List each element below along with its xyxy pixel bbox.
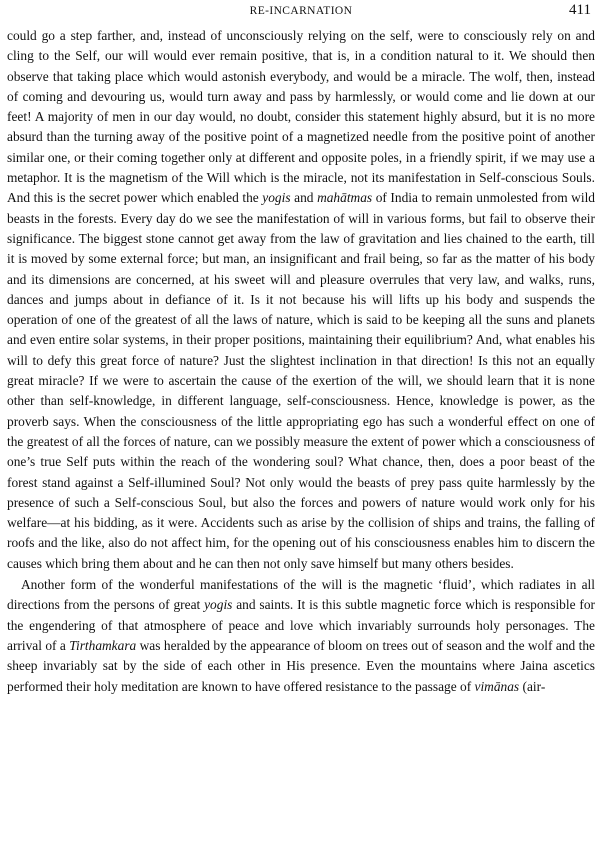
paragraph-text: (air- (519, 678, 546, 694)
page-header (7, 0, 595, 26)
page-body (7, 26, 595, 697)
paragraph-text: could go a step farther, and, instead of unconsciously relying on the self, were to consciously rely on and cling to the Self, our will would ever remain positive, that is, in a condition natural to it. We should then observe that taking place which would astonish everybody, and would be a miracle. The wolf, then, instead of coming and devouring us, would turn away and pass by harmlessly, or would come and lie down at our feet! A majority of men in our day would, no doubt, consider this statement highly absurd, but it is no more absurd than the turning away of the positive point of a magnetized needle from the positive point of another similar one, or their coming together only at different and opposite poles, in a friendly spirit, if we may use a metaphor. It is the magnetism of the Will which is the miracle, not its manifestation in Self-conscious Souls. And this is the secret power which enabled the (7, 28, 595, 206)
paragraph-text: and (290, 190, 318, 206)
italic-term: yogis (262, 190, 291, 206)
page-number: 411 (569, 2, 591, 18)
paragraph (7, 575, 595, 697)
italic-term: vimānas (474, 678, 520, 694)
italic-term: Tirthamkara (69, 637, 137, 653)
paragraph-text: of India to remain unmolested from wild beasts in the forests. Every day do we see the manifestation of will in various forms, but fail to observe their significance. The biggest stone cannot get away from the law of gravitation and lies chained to the earth, till it is moved by some external force; but man, an insignificant and frail being, so far as the matter of his body and its dimensions are concerned, at his sweet will and pleasure overrules that very law, and walks, runs, dances and jumps about in defiance of it. Is it not because his will lifts up his body and suspends the operation of one of the greatest of all the laws of nature, which is said to be keeping all the suns and planets and even entire solar systems, in their proper positions, maintaining their equilibrium? And, what enables his will to defy this great force of nature? Just the slightest inclination in that direction! Is this not an equally great miracle? If we were to ascertain the cause of the exertion of the will, we should learn that it is none other than self-knowledge, in different language, self-consciousness. Hence, knowledge is power, as the proverb says. When the consciousness of the little appropriating ego has such a wonderful effect on one of the greatest of all the forces of nature, can we possibly measure the extent of power which a consciousness of one’s true Self puts within the reach of the wondering soul? What chance, then, does a poor beast of the forest stand against a Self-illumined Soul? Not only would the beasts of prey pass quite harmlessly by the presence of such a Self-conscious Soul, but also the forces and powers of nature would work only for his welfare—at his bidding, as it were. Accidents such as arise by the collision of ships and trains, the falling of roofs and the like, also do not affect him, for the opening out of his consciousness enables him to discern the causes which bring them about and he can then not only save himself but many others besides. (7, 190, 595, 571)
paragraph-text: was heralded by the appearance of bloom on trees out of season and the wolf and the sheep invariably sat by the side of each other in His presence. Even the mountains where Jaina ascetics performed their holy meditation are known to have offered resistance to the passage of (7, 637, 595, 694)
italic-term: yogis (204, 597, 233, 613)
paragraph-text: and saints. It is this subtle magnetic force which is responsible for the engendering of that atmosphere of peace and love which invariably surrounds holy personages. The arrival of a (7, 597, 596, 653)
italic-term: mahātmas (317, 190, 373, 206)
paragraph-text: Another form of the wonderful manifestations of the will is the magnetic ‘fluid’, which radiates in all directions from the persons of great (7, 577, 595, 613)
paragraph (7, 26, 595, 574)
running-title: RE-INCARNATION (249, 5, 353, 17)
